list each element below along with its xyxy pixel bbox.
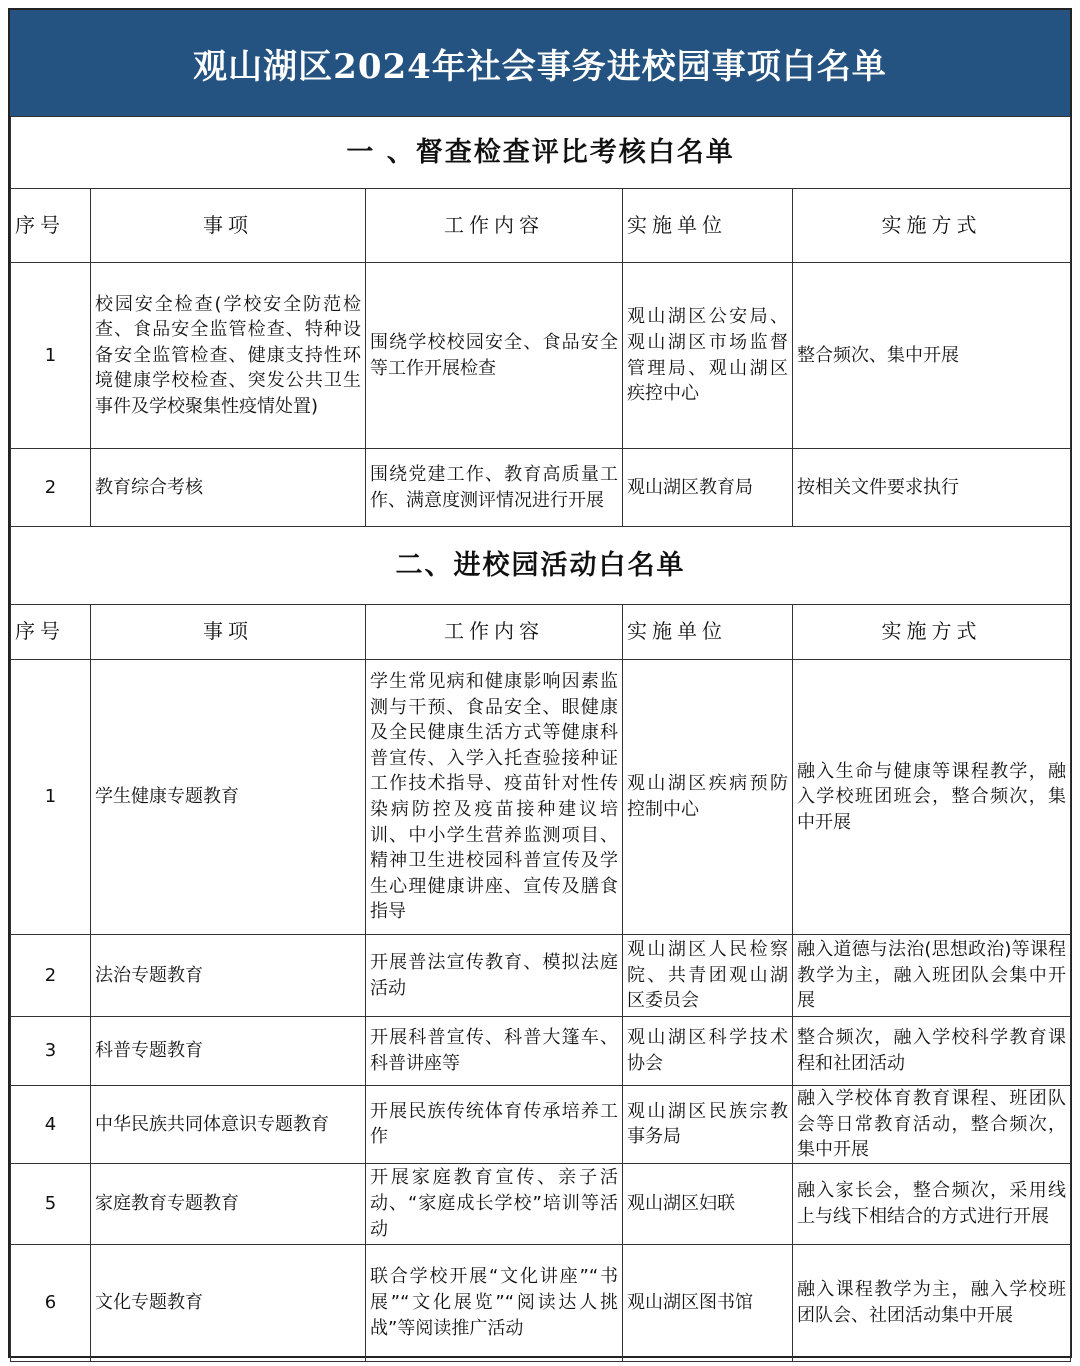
row-method: 融入课程教学为主，融入学校班团队会、社团活动集中开展 bbox=[793, 1244, 1071, 1361]
row-number: 2 bbox=[11, 935, 91, 1017]
row-content: 开展民族传统体育传承培养工作 bbox=[366, 1086, 623, 1164]
row-number: 3 bbox=[11, 1017, 91, 1086]
row-unit: 观山湖区民族宗教事务局 bbox=[623, 1086, 793, 1164]
section-1-heading: 一 、督查检查评比考核白名单 bbox=[11, 117, 1071, 189]
table-row bbox=[11, 449, 1071, 527]
table-row bbox=[11, 1017, 1071, 1086]
table-row bbox=[11, 263, 1071, 449]
table-row bbox=[11, 1163, 1071, 1244]
row-number: 4 bbox=[11, 1086, 91, 1164]
page-title: 观山湖区2024年社会事务进校园事项白名单 bbox=[10, 10, 1070, 116]
row-method: 融入学校体育教育课程、班团队会等日常教育活动，整合频次，集中开展 bbox=[793, 1086, 1071, 1164]
row-method: 整合频次、集中开展 bbox=[793, 263, 1071, 449]
row-method: 融入生命与健康等课程教学，融入学校班团班会，整合频次，集中开展 bbox=[793, 660, 1071, 935]
row-item: 文化专题教育 bbox=[91, 1244, 366, 1361]
row-method: 融入道德与法治(思想政治)等课程教学为主，融入班团队会集中开展 bbox=[793, 935, 1071, 1017]
row-unit: 观山湖区图书馆 bbox=[623, 1244, 793, 1361]
section-heading-row bbox=[11, 527, 1071, 605]
table-row bbox=[11, 1244, 1071, 1361]
row-unit: 观山湖区疾病预防控制中心 bbox=[623, 660, 793, 935]
row-item: 校园安全检查(学校安全防范检查、食品安全监管检查、特种设备安全监管检查、健康支持性环境健康学校检查、突发公共卫生事件及学校聚集性疫情处置) bbox=[91, 263, 366, 449]
col-header-item: 事项 bbox=[91, 189, 366, 263]
row-number: 2 bbox=[11, 449, 91, 527]
section-2-heading: 二、进校园活动白名单 bbox=[11, 527, 1071, 605]
col-header-unit: 实施单位 bbox=[623, 605, 793, 660]
row-number: 5 bbox=[11, 1163, 91, 1244]
row-unit: 观山湖区教育局 bbox=[623, 449, 793, 527]
table-row bbox=[11, 660, 1071, 935]
row-item: 科普专题教育 bbox=[91, 1017, 366, 1086]
column-header-row bbox=[11, 189, 1071, 263]
row-method: 整合频次，融入学校科学教育课程和社团活动 bbox=[793, 1017, 1071, 1086]
row-item: 中华民族共同体意识专题教育 bbox=[91, 1086, 366, 1164]
col-header-method: 实施方式 bbox=[793, 189, 1071, 263]
table-row bbox=[11, 935, 1071, 1017]
document-page bbox=[8, 8, 1072, 1358]
col-header-unit: 实施单位 bbox=[623, 189, 793, 263]
row-item: 教育综合考核 bbox=[91, 449, 366, 527]
col-header-content: 工作内容 bbox=[366, 605, 623, 660]
row-item: 法治专题教育 bbox=[91, 935, 366, 1017]
col-header-item: 事项 bbox=[91, 605, 366, 660]
row-item: 学生健康专题教育 bbox=[91, 660, 366, 935]
row-number: 1 bbox=[11, 263, 91, 449]
whitelist-table bbox=[10, 116, 1071, 1362]
row-item: 家庭教育专题教育 bbox=[91, 1163, 366, 1244]
row-content: 开展普法宣传教育、模拟法庭活动 bbox=[366, 935, 623, 1017]
row-unit: 观山湖区妇联 bbox=[623, 1163, 793, 1244]
row-unit: 观山湖区公安局、观山湖区市场监督管理局、观山湖区疾控中心 bbox=[623, 263, 793, 449]
row-content: 开展家庭教育宣传、亲子活动、“家庭成长学校”培训等活动 bbox=[366, 1163, 623, 1244]
row-method: 融入家长会，整合频次，采用线上与线下相结合的方式进行开展 bbox=[793, 1163, 1071, 1244]
col-header-method: 实施方式 bbox=[793, 605, 1071, 660]
column-header-row bbox=[11, 605, 1071, 660]
row-method: 按相关文件要求执行 bbox=[793, 449, 1071, 527]
row-number: 1 bbox=[11, 660, 91, 935]
row-content: 围绕党建工作、教育高质量工作、满意度测评情况进行开展 bbox=[366, 449, 623, 527]
row-content: 围绕学校校园安全、食品安全等工作开展检查 bbox=[366, 263, 623, 449]
row-content: 联合学校开展“文化讲座”“书展”“文化展览”“阅读达人挑战”等阅读推广活动 bbox=[366, 1244, 623, 1361]
row-content: 学生常见病和健康影响因素监测与干预、食品安全、眼健康及全民健康生活方式等健康科普宣传、入学入托查验接种证工作技术指导、疫苗针对性传染病防控及疫苗接种建议培训、中小学生营养监测项目、精神卫生进校园科普宣传及学生心理健康讲座、宣传及膳食指导 bbox=[366, 660, 623, 935]
row-unit: 观山湖区科学技术协会 bbox=[623, 1017, 793, 1086]
row-unit: 观山湖区人民检察院、共青团观山湖区委员会 bbox=[623, 935, 793, 1017]
row-number: 6 bbox=[11, 1244, 91, 1361]
row-content: 开展科普宣传、科普大篷车、科普讲座等 bbox=[366, 1017, 623, 1086]
section-heading-row bbox=[11, 117, 1071, 189]
table-row bbox=[11, 1086, 1071, 1164]
col-header-no: 序号 bbox=[11, 189, 91, 263]
col-header-content: 工作内容 bbox=[366, 189, 623, 263]
col-header-no: 序号 bbox=[11, 605, 91, 660]
